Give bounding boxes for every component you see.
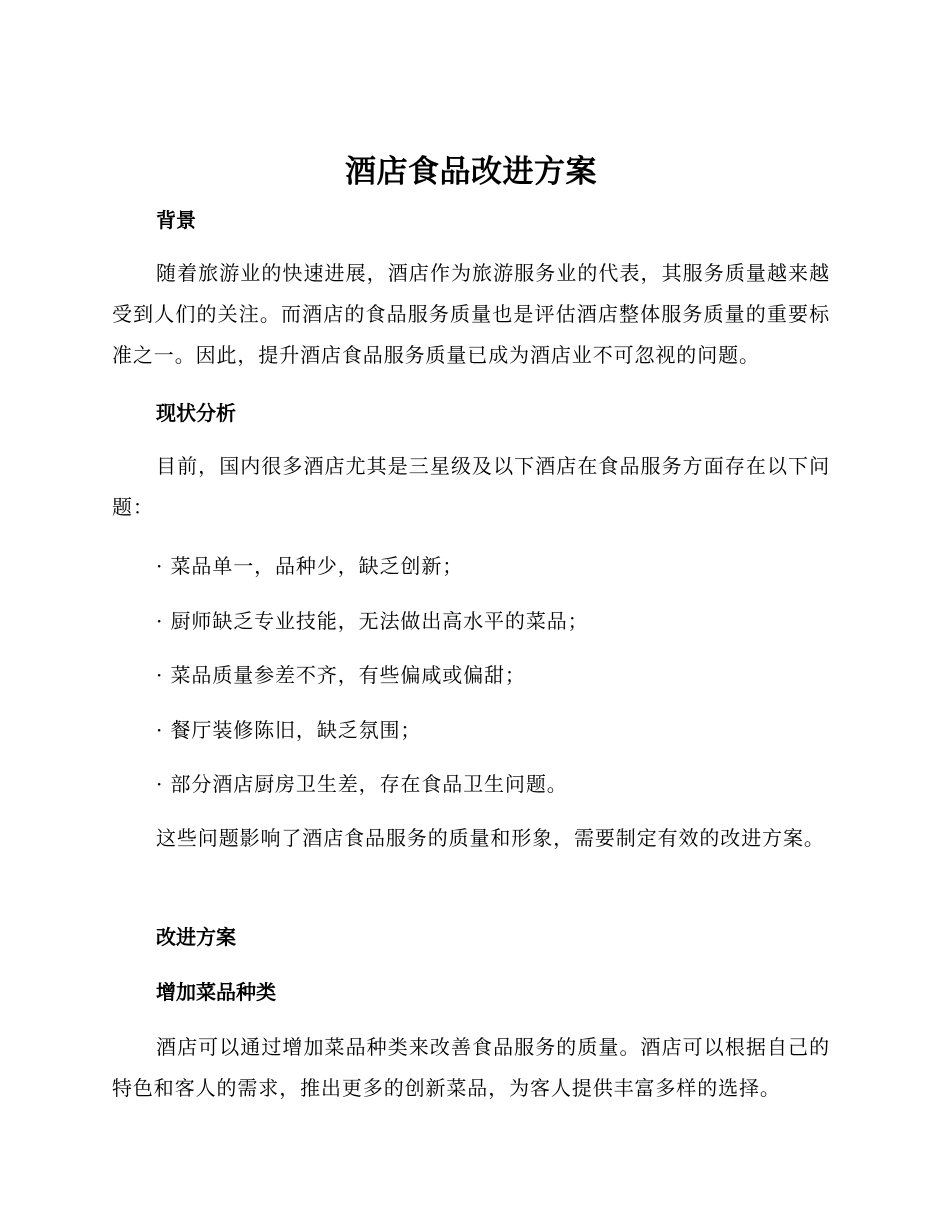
- analysis-conclusion-paragraph: 这些问题影响了酒店食品服务的质量和形象，需要制定有效的改进方案。: [156, 826, 825, 850]
- section-heading-background: 背景: [156, 208, 196, 232]
- analysis-list-item: · 餐厅装修陈旧，缺乏氛围；: [156, 718, 422, 742]
- analysis-list-item: · 菜品单一，品种少，缺乏创新；: [156, 554, 464, 578]
- document-page: [112, 0, 830, 1230]
- document-title: 酒店食品改进方案: [345, 154, 597, 190]
- analysis-intro-paragraph: 目前，国内很多酒店尤其是三星级及以下酒店在食品服务方面存在以下问题：: [112, 454, 830, 519]
- analysis-list-item: · 菜品质量参差不齐，有些偏咸或偏甜；: [156, 663, 526, 687]
- section-heading-plan: 改进方案: [156, 925, 236, 949]
- subsection-heading-menu-variety: 增加菜品种类: [156, 980, 276, 1004]
- plan-paragraph: 酒店可以通过增加菜品种类来改善食品服务的质量。酒店可以根据自己的特色和客人的需求，推出更多的创新菜品，为客人提供丰富多样的选择。: [112, 1035, 830, 1100]
- section-heading-analysis: 现状分析: [156, 401, 236, 425]
- background-paragraph: 随着旅游业的快速进展，酒店作为旅游服务业的代表，其服务质量越来越受到人们的关注。而酒店的食品服务质量也是评估酒店整体服务质量的重要标准之一。因此，提升酒店食品服务质量已成为酒店业不可忽视的问题。: [112, 261, 830, 367]
- analysis-list-item: · 厨师缺乏专业技能，无法做出高水平的菜品；: [156, 609, 589, 633]
- analysis-list-item: · 部分酒店厨房卫生差，存在食品卫生问题。: [156, 772, 568, 796]
